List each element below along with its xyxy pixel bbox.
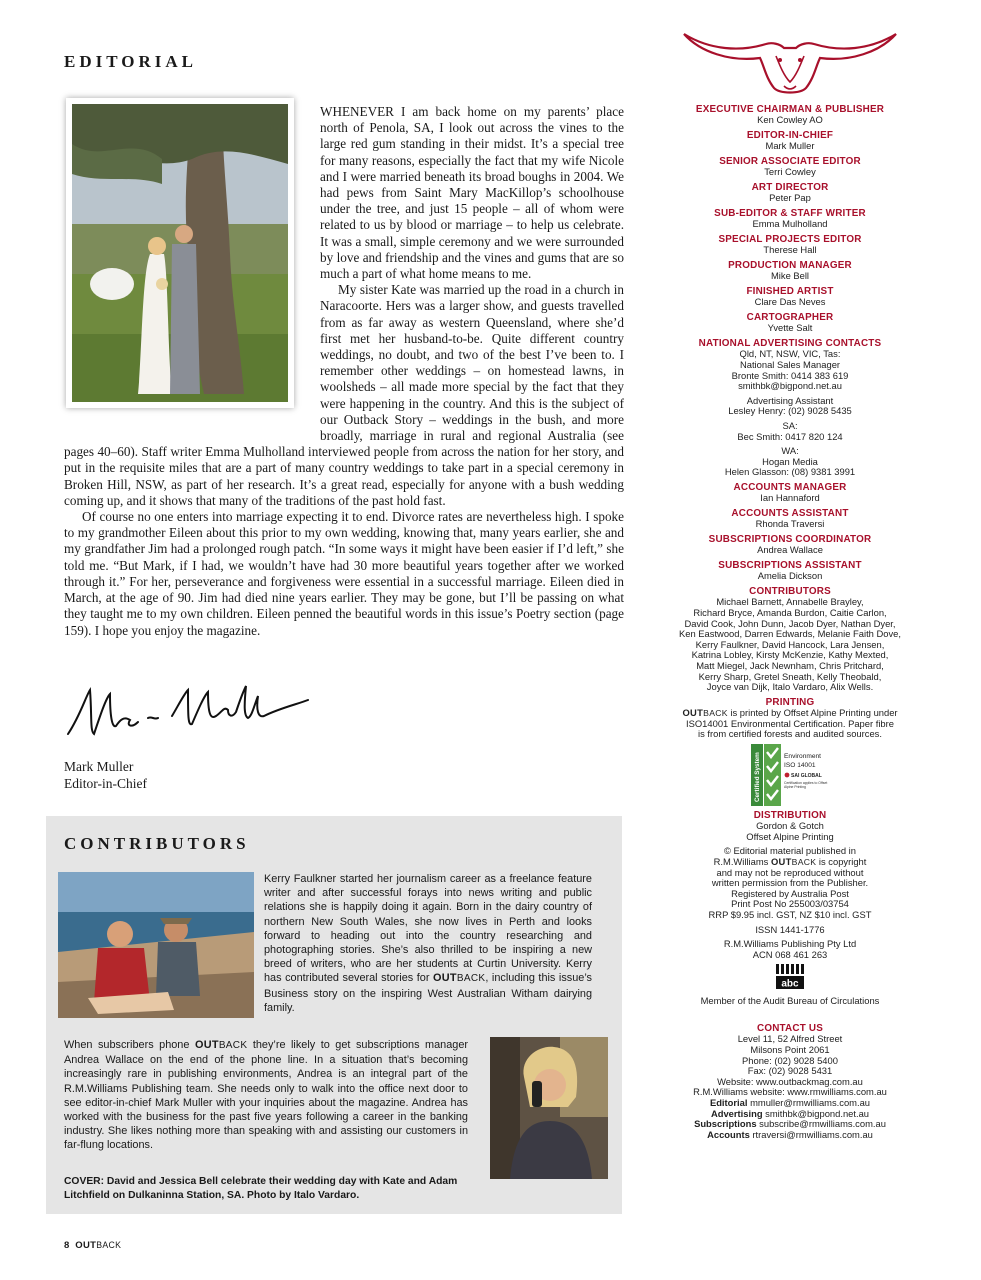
masthead-role: CARTOGRAPHER [746, 312, 834, 323]
masthead-line: WA: [781, 445, 799, 457]
masthead-line: © Editorial material published in [724, 845, 856, 857]
masthead-role: ACCOUNTS MANAGER [733, 481, 847, 493]
masthead-name: Peter Pap [769, 192, 811, 204]
masthead-line: Matt Miegel, Jack Newnham, Chris Pritchard, [696, 659, 884, 671]
masthead-line: is from certified forests and audited sources. [698, 728, 882, 740]
cover-credit: COVER: David and Jessica Bell celebrate their wedding day with Kate and Adam Litchfield on Dulkaninna Station, SA. Photo by Italo Vardaro. [64, 1176, 458, 1201]
outback-wordmark: OUTBACK [770, 856, 817, 868]
contributors-heading: CONTRIBUTORS [64, 834, 250, 853]
masthead-line: Level 11, 52 Alfred Street [737, 1033, 843, 1045]
cert-note: Certification applies to Offset Alpine Printing [784, 780, 828, 789]
masthead-line: Ken Eastwood, Darren Edwards, Melanie Faith Dove, [679, 628, 901, 640]
masthead-line: David Cook, John Dunn, Jacob Dyer, Nathan Dyer, [684, 617, 896, 629]
masthead-line: ISO14001 Environmental Certification. Paper fibre [686, 717, 894, 729]
accounts-contact: Accounts rtraversi@rmwilliams.com.au [707, 1128, 873, 1140]
editor-signoff [64, 758, 147, 792]
masthead-line: Joyce van Dijk, Italo Vardaro, Alix Wells. [706, 681, 874, 693]
editorial-paragraph: My sister Kate was married up the road in a church in Naracoorte. Hers was a larger show, and guests travelled from as far away as western Queensland, where she’d first met her husband-to-be. Quite different country weddings, no doubt, and two of the best I’ve been to. I remember other weddings – on homestead lawns, in woolsheds – all made more special by the fact that they were happening in the country. And this is the subject of our Outback Story – weddings in the bush, and more broadly, marriage in rural and regional Australia (see pages 40–60). Staff writer Emma Mulholland interviewed people from across the nation for her story, and put in the requisite miles that are a part of many country weddings to take part in a special ceremony in Broken Hill, NSW, as part of her research. It’s a great read, especially for anyone with a bush wedding coming up, and it shows that many of the traditions of the past hold fast. [64, 282, 624, 508]
svg-text:SAI GLOBAL: SAI GLOBAL [791, 772, 822, 779]
masthead-name: Ian Hannaford [760, 492, 820, 504]
editor-signature [60, 676, 310, 756]
wedding-photo [66, 98, 294, 408]
masthead-line: and may not be reproduced without [716, 866, 864, 878]
svg-text:Environment: Environment [784, 752, 822, 760]
masthead-line: OUTBACK is printed by Offset Alpine Printing under [682, 707, 898, 719]
masthead-line: Bec Smith: 0417 820 124 [737, 430, 843, 442]
masthead-line: National Sales Manager [739, 359, 841, 370]
masthead-line: R.M.Williams Publishing Pty Ltd [723, 938, 857, 950]
page-number: 8 [64, 1240, 70, 1251]
masthead-line: smithbk@bigpond.net.au [738, 380, 842, 392]
masthead-line: SA: [782, 419, 798, 431]
masthead-line: Katrina Lobley, Kirsty McKenzie, Kathy Mexted, [691, 649, 889, 661]
page-folio [64, 1240, 121, 1251]
masthead-name: Therese Hall [763, 244, 817, 256]
masthead-role: NATIONAL ADVERTISING CONTACTS [698, 338, 882, 349]
masthead-role: SUBSCRIPTIONS ASSISTANT [718, 559, 862, 571]
masthead-line: RRP $9.95 incl. GST, NZ $10 incl. GST [708, 909, 872, 921]
masthead-role: SENIOR ASSOCIATE EDITOR [719, 156, 861, 167]
masthead-line: Richard Bryce, Amanda Burdon, Caitie Carlon, [693, 606, 887, 618]
advertising-contact: Advertising smithbk@bigpond.net.au [710, 1107, 870, 1119]
subscriptions-contact: Subscriptions subscribe@rmwilliams.com.au [694, 1118, 886, 1130]
masthead-name: Rhonda Traversi [755, 518, 825, 530]
masthead-role: ART DIRECTOR [751, 182, 829, 193]
masthead-line: Member of the Audit Bureau of Circulations [700, 995, 880, 1007]
masthead-name: Ken Cowley AO [757, 114, 823, 126]
masthead-line: R.M.Williams OUTBACK is copyright [713, 856, 867, 868]
masthead-line: Registered by Australia Post [731, 887, 849, 899]
masthead-role: ACCOUNTS ASSISTANT [731, 507, 849, 519]
masthead-line: Gordon & Gotch [756, 820, 824, 832]
abc-audit-icon [775, 964, 805, 990]
masthead-name: Mark Muller [765, 140, 815, 152]
outback-wordmark: OUTBACK [75, 1240, 122, 1251]
masthead-line: Website: www.outbackmag.com.au [717, 1075, 863, 1087]
masthead-line: Milsons Point 2061 [750, 1044, 830, 1055]
svg-text:Certified System: Certified System [754, 752, 761, 802]
masthead-line: written permission from the Publisher. [711, 877, 869, 889]
editor-name: Mark Muller [64, 759, 134, 774]
masthead-role: SUBSCRIPTIONS COORDINATOR [708, 533, 872, 545]
editorial-contact: Editorial mmuller@rmwilliams.com.au [709, 1096, 871, 1108]
masthead-role: FINISHED ARTIST [746, 286, 834, 297]
masthead-line: Advertising Assistant [746, 394, 834, 406]
masthead-line: Kerry Sharp, Gretel Sneath, Kelly Theobald, [698, 670, 882, 682]
masthead-line: Qld, NT, NSW, VIC, Tas: [739, 348, 841, 360]
masthead-role: PRINTING [765, 696, 815, 708]
masthead-name: Andrea Wallace [757, 544, 823, 556]
andrea-wallace-bio: When subscribers phone OUTBACK they’re likely to get subscriptions manager Andrea Wallace on the end of the phone line. In a situation that’s becoming increasingly rare in publishing environments, Andrea is an integral part of the R.M.Williams Publishing team. She needs only to walk into the office next door to see editor-in-chief Mark Muller with your inquiries about the magazine. Andrea has worked with the business for the past five years following a career in the banking industry. She likes nothing more than speaking with and assisting our customers in far-flung locations. [64, 1039, 468, 1152]
masthead-line: R.M.Williams website: www.rmwilliams.com.au [693, 1086, 887, 1098]
outback-wordmark: OUTBACK [432, 972, 486, 985]
editor-title: Editor-in-Chief [64, 776, 147, 791]
masthead-line: Print Post No 255003/03754 [731, 898, 849, 910]
masthead-name: Mike Bell [770, 270, 810, 282]
masthead-line: Phone: (02) 9028 5400 [742, 1054, 838, 1066]
masthead-line: ISSN 1441-1776 [755, 923, 825, 935]
masthead-line: Helen Glasson: (08) 9381 3991 [724, 466, 856, 478]
masthead-name: Amelia Dickson [757, 570, 823, 582]
kerry-faulkner-bio: Kerry Faulkner started her journalism career as a freelance feature writer and after successful forays into news writing and public relations she is happily doing it again. Born in the dairy country of northern New South Wales, she now lives in Perth and looks forward to heading out into the country researching and photographing stories. She’s also thrilled to be inspiring a new breed of writers, who are her students at Curtin University. Kerry has contributed several stories for OUTBACK, including this issue’s Business story on the inspiring West Australian Witham dairying family. [264, 873, 592, 1014]
masthead-line: Lesley Henry: (02) 9028 5435 [728, 405, 852, 417]
outback-wordmark: OUTBACK [682, 707, 728, 719]
iso-certification-badge [751, 744, 829, 806]
masthead-name: Terri Cowley [764, 166, 816, 178]
masthead-line: ACN 068 461 263 [752, 948, 828, 960]
masthead-role: EXECUTIVE CHAIRMAN & PUBLISHER [695, 104, 885, 115]
masthead-role: CONTACT US [757, 1023, 823, 1034]
editorial-heading: EDITORIAL [64, 52, 197, 71]
masthead-role: DISTRIBUTION [753, 809, 827, 821]
masthead-role: SUB-EDITOR & STAFF WRITER [714, 208, 866, 219]
masthead-role: CONTRIBUTORS [749, 585, 831, 597]
editorial-paragraph: Of course no one enters into marriage expecting it to end. Divorce rates are nevertheless high. I spoke to my grandmother Eileen about this prior to my own wedding, knowing that, many years earlier, she and my grandfather Jim had a prolonged rough patch. “In some ways it might have been easier if I’d left,” she told me. “But Mark, if I had, we wouldn’t have had 30 more beautiful years together after we worked through it.” For her, perseverance and forgiveness were essential in a successful marriage. Eileen died in March, at the age of 90. Jim had died nine years earlier. They may be gone, but I’ll be passing on what they taught me to my own children. Eileen penned the beautiful words in this issue’s Poetry section (page 159). I hope you enjoy the magazine. [64, 509, 624, 638]
masthead-name: Yvette Salt [767, 322, 813, 334]
masthead-line: Offset Alpine Printing [746, 830, 834, 842]
svg-text:ISO 14001: ISO 14001 [784, 761, 816, 769]
masthead-role: EDITOR-IN-CHIEF [746, 130, 834, 141]
kerry-faulkner-photo [58, 872, 254, 1018]
masthead-name: Emma Mulholland [752, 218, 828, 230]
masthead-role: SPECIAL PROJECTS EDITOR [718, 234, 862, 245]
masthead-line: Bronte Smith: 0414 383 619 [731, 369, 849, 381]
masthead-line: Michael Barnett, Annabelle Brayley, [716, 596, 864, 608]
masthead-line: Hogan Media [762, 455, 818, 467]
svg-text:abc: abc [781, 978, 799, 990]
masthead-line: Fax: (02) 9028 5431 [747, 1065, 833, 1077]
andrea-wallace-photo [490, 1037, 608, 1179]
masthead [674, 104, 906, 1140]
masthead-line: Kerry Faulkner, David Hancock, Lara Jensen, [695, 638, 885, 650]
masthead-name: Clare Das Neves [754, 296, 826, 308]
outback-wordmark: OUTBACK [194, 1039, 248, 1051]
masthead-role: PRODUCTION MANAGER [728, 260, 852, 271]
longhorn-logo-icon [680, 26, 900, 98]
editorial-paragraph: WHENEVER I am back home on my parents’ place north of Penola, SA, I look out across the vines to the large red gum standing in their midst. It’s a special tree for many reasons, especially the fact that my wife Nicole and I were married beneath its broad boughs in 2004. We had pews from Saint Mary MacKillop’s schoolhouse under the tree, and just 15 people – all of whom were related to us by blood or marriage – to help us celebrate. It was a small, simple ceremony and we were surrounded by love and friendship and the vines and gums that are so much a part of what home means to me. [320, 104, 624, 282]
